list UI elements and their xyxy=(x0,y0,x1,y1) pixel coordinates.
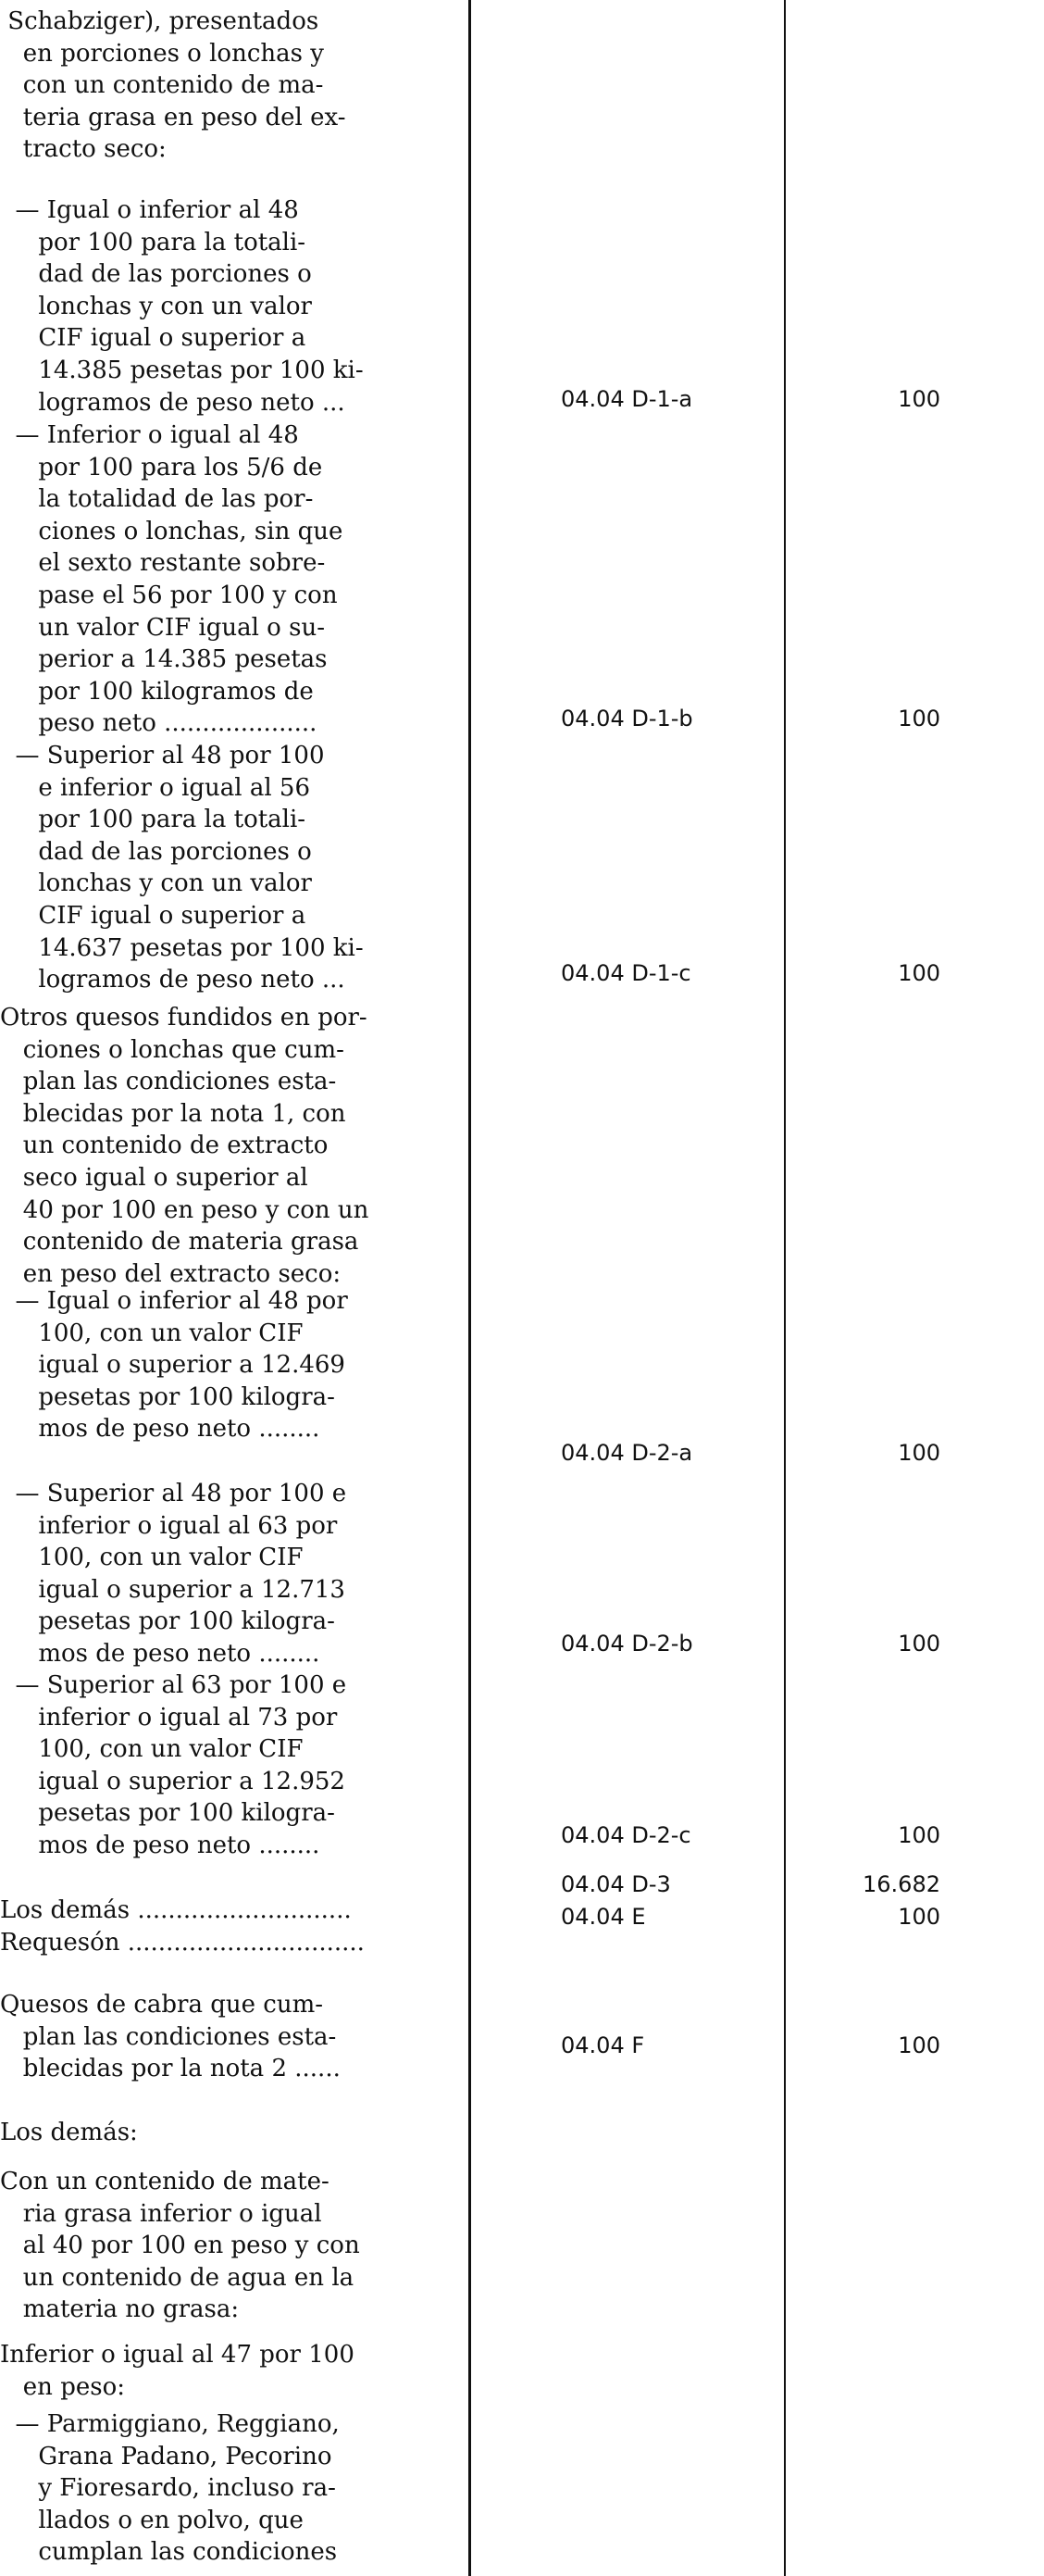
duty-value: 100 xyxy=(898,2032,940,2058)
table-row xyxy=(0,1868,1044,1901)
table-row xyxy=(0,957,1044,990)
duty-value: 100 xyxy=(898,706,940,732)
tariff-code: 04.04 D-2-a xyxy=(561,1440,693,1466)
description-block: — Parmiggiano, Reggiano, Grana Padano, Pecorino y Fioresardo, incluso ra- llados o en polvo, que cumplan las condiciones xyxy=(15,2410,340,2567)
description-block: Inferior o igual al 47 por 100 en peso: xyxy=(0,2341,354,2401)
table-row xyxy=(0,1627,1044,1660)
description-block: Quesos de cabra que cum- plan las condiciones esta- blecidas por la nota 2 ...... xyxy=(0,1991,341,2083)
duty-value: 100 xyxy=(898,1904,940,1930)
table-row xyxy=(0,1819,1044,1852)
tariff-code: 04.04 D-3 xyxy=(561,1871,671,1897)
description-block: Con un contenido de mate- ria grasa inferior o igual al 40 por 100 en peso y con un contenido de agua en la materia no grasa: xyxy=(0,2168,360,2324)
tariff-code: 04.04 D-2-c xyxy=(561,1822,691,1848)
description-block: Los demás: xyxy=(0,2119,138,2146)
table-row xyxy=(0,2029,1044,2062)
duty-value: 100 xyxy=(898,1440,940,1466)
description-block: — Superior al 48 por 100 e inferior o igual al 56 por 100 para la totali- dad de las porciones o lonchas y con un valor CIF igual o superior a 14.637 pesetas por 100 ki- logramos de peso neto ... xyxy=(15,742,364,994)
tariff-code: 04.04 F xyxy=(561,2032,645,2058)
duty-value: 16.682 xyxy=(863,1871,940,1897)
tariff-code: 04.04 E xyxy=(561,1904,646,1930)
tariff-code: 04.04 D-1-c xyxy=(561,960,691,986)
tariff-code: 04.04 D-1-b xyxy=(561,706,693,732)
description-block: — Igual o inferior al 48 por 100 para la totali- dad de las porciones o lonchas y con un valor CIF igual o superior a 14.385 pesetas por 100 ki- logramos de peso neto ... xyxy=(15,196,364,417)
table-row xyxy=(0,702,1044,735)
table-row xyxy=(0,1436,1044,1469)
description-block: — Superior al 48 por 100 e inferior o igual al 63 por 100, con un valor CIF igual o superior a 12.713 pesetas por 100 kilogra- mos de peso neto ........ xyxy=(15,1480,347,1668)
table-row xyxy=(0,382,1044,416)
duty-value: 100 xyxy=(898,960,940,986)
duty-value: 100 xyxy=(898,1822,940,1848)
description-block: Requesón ............................... xyxy=(0,1929,365,1957)
table-row xyxy=(0,1900,1044,1933)
duty-value: 100 xyxy=(898,1631,940,1657)
description-block: — Superior al 63 por 100 e inferior o igual al 73 por 100, con un valor CIF igual o superior a 12.952 pesetas por 100 kilogra- mos de peso neto ........ xyxy=(15,1671,347,1859)
description-block: Los demás ............................ xyxy=(0,1896,352,1924)
description-block: — Igual o inferior al 48 por 100, con un valor CIF igual o superior a 12.469 pesetas por 100 kilogra- mos de peso neto ........ xyxy=(15,1287,348,1444)
tariff-code: 04.04 D-1-a xyxy=(561,386,693,412)
tariff-code: 04.04 D-2-b xyxy=(561,1631,693,1657)
description-block: Otros quesos fundidos en por- ciones o lonchas que cum- plan las condiciones esta- blecidas por la nota 1, con un contenido de extracto seco igual o superior al 40 por 100 en peso y con un contenido de materia grasa en peso del extracto seco: xyxy=(0,1004,369,1288)
description-block: Schabziger), presentados en porciones o lonchas y con un contenido de ma- teria grasa en peso del ex- tracto seco: xyxy=(7,7,346,164)
duty-value: 100 xyxy=(898,386,940,412)
description-block: — Inferior o igual al 48 por 100 para los 5/6 de la totalidad de las por- ciones o lonchas, sin que el sexto restante sobre- pase el 56 por 100 y con un valor CIF igual o su- perior a 14.385 pesetas por 100 kilogramos de peso neto .................... xyxy=(15,421,343,738)
